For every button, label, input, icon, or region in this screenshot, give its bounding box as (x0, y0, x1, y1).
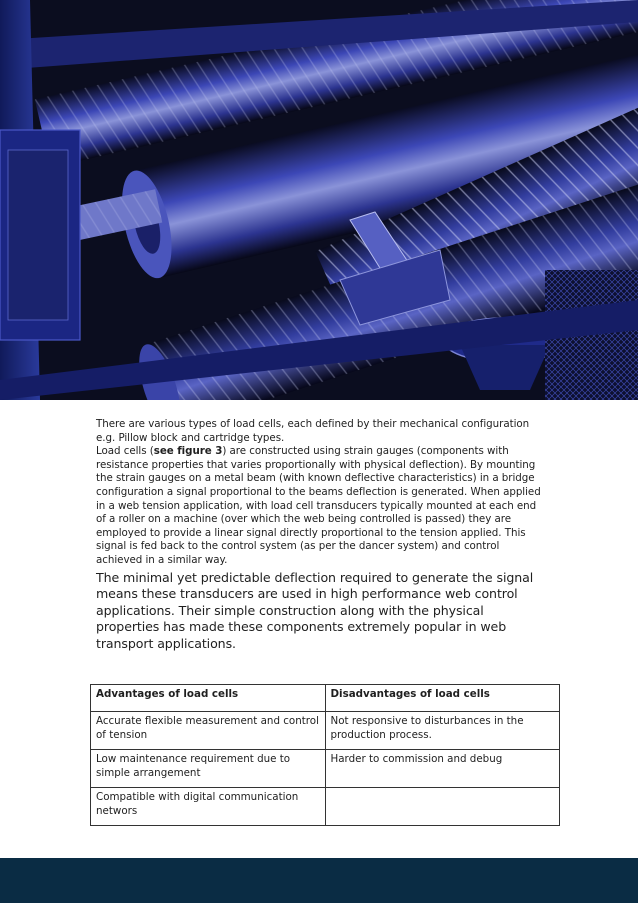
strain-gauge-prefix: Load cells ( (96, 445, 154, 458)
advantage-cell: Accurate flexible measurement and control of tension (91, 712, 326, 750)
rollers-illustration (0, 0, 638, 400)
table-row (91, 750, 560, 788)
table-header-row (91, 685, 560, 712)
figure-reference: see figure 3 (153, 445, 223, 458)
strain-gauge-text: ) are constructed using strain gauges (components with resistance properties that varies proportionally with physical deflection). By mounting the strain gauges on a metal beam (with known deflective characteristics) in a bridge configuration a signal proportional to the beams deflection is generated. When applied in a web tension application, with load cell transducers typically mounted at each end of a roller on a machine (over which the web being controlled is passed) they are employed to provide a linear signal directly proportional to the tension applied. This signal is fed back to the control system (as per the dancer system) and control achieved in a similar way. (96, 445, 541, 566)
footer-band (0, 858, 638, 903)
load-cell-types-text: There are various types of load cells, each defined by their mechanical configuration e.g. Pillow block and cartridge types. (96, 418, 530, 444)
disadvantage-cell: Harder to commission and debug (325, 750, 560, 788)
advantages-header: Advantages of load cells (91, 685, 326, 712)
advantage-cell: Low maintenance requirement due to simple arrangement (91, 750, 326, 788)
table-row (91, 788, 560, 826)
paragraph-highlight: The minimal yet predictable deflection required to generate the signal means these transducers are used in high performance web control applications. Their simple construction along with the physical properties has made these components extremely popular in web transport applications. (96, 569, 534, 651)
disadvantage-cell (325, 788, 560, 826)
paragraph-intro (96, 418, 546, 568)
advantage-cell: Compatible with digital communication networs (91, 788, 326, 826)
hero-image (0, 0, 638, 400)
comparison-table (90, 684, 560, 826)
table-row (91, 712, 560, 750)
body-text (96, 418, 546, 653)
disadvantages-header: Disadvantages of load cells (325, 685, 560, 712)
disadvantage-cell: Not responsive to disturbances in the production process. (325, 712, 560, 750)
